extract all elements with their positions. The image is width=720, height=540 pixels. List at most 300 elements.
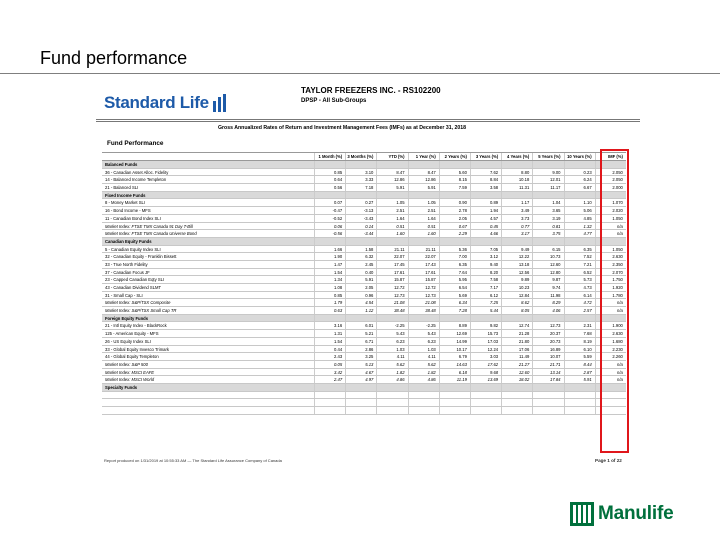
table-cell-name: Market Index: S&P/TSX Small Cap TR (105, 308, 177, 314)
table-cell-name: 31 - Small Cap - SLI (105, 292, 143, 298)
table-cell-value: 3.19 (532, 215, 563, 222)
table-cell-value: 5.59 (564, 353, 595, 360)
table-cell-value: -0.47 (314, 207, 345, 214)
table-cell-value (314, 384, 345, 391)
table-cell-value: 5.91 (376, 184, 407, 191)
table-cell-value: 6.79 (439, 353, 470, 360)
table-cell-value: 5.91 (564, 376, 595, 383)
table-cell-value: 9.68 (470, 369, 501, 376)
table-cell-value: 5.60 (439, 169, 470, 176)
table-cell-value: 12.24 (470, 346, 501, 353)
table-cell-value (470, 399, 501, 406)
table-cell-name: Market Index: S&P/TSX Composite (105, 300, 171, 306)
table-cell-value: 12.86 (376, 176, 407, 183)
table-cell-value: 2.78 (439, 207, 470, 214)
table-cell-value: 5.69 (439, 292, 470, 299)
table-cell-value (564, 315, 595, 322)
table-cell-value: 21.28 (501, 330, 532, 337)
table-cell-value (501, 192, 532, 199)
table-cell-value: 4.67 (345, 369, 376, 376)
table-cell-value: 17.61 (408, 269, 439, 276)
title-divider (0, 73, 720, 74)
table-cell-value: 1.54 (314, 269, 345, 276)
table-cell-value: 6.35 (439, 261, 470, 268)
table-cell-value: 17.61 (376, 269, 407, 276)
table-cell-value: 2.57 (564, 307, 595, 314)
table-cell-value: -3.43 (345, 215, 376, 222)
table-cell-value (439, 407, 470, 414)
table-cell-value: 3 Years (%) (470, 153, 501, 160)
table-cell-imf: 2.050 (595, 176, 626, 183)
table-row (102, 330, 626, 338)
table-cell-imf: 1.050 (595, 215, 626, 222)
table-cell-value: 2.31 (564, 322, 595, 329)
table-cell-value: 1.04 (532, 199, 563, 206)
table-cell-value: 21.08 (408, 299, 439, 306)
table-cell-imf: IMF (%) (595, 153, 626, 160)
table-cell-value: 11.17 (532, 184, 563, 191)
table-cell-value: 1.32 (564, 223, 595, 230)
table-cell-value: 0.77 (501, 223, 532, 230)
table-cell-value: 12.73 (532, 322, 563, 329)
table-row (102, 269, 626, 277)
table-cell-value: 20.37 (532, 330, 563, 337)
table-cell-value: 12.84 (501, 292, 532, 299)
table-cell-value: 8.29 (532, 299, 563, 306)
table-cell-value: 7.18 (345, 184, 376, 191)
table-cell-name: Market Index: S&P 500 (105, 361, 148, 367)
table-cell-value: 1.10 (564, 199, 595, 206)
standard-life-brand: Standard Life (104, 93, 209, 112)
table-cell-value: 0.81 (532, 223, 563, 230)
table-cell-value (564, 392, 595, 399)
table-row (102, 361, 626, 369)
table-row (102, 322, 626, 330)
table-cell-value: 3.10 (345, 169, 376, 176)
table-cell-value: 6.52 (564, 269, 595, 276)
table-cell-value: 0.45 (470, 223, 501, 230)
table-cell-value (470, 161, 501, 168)
table-cell-value: 6.32 (345, 253, 376, 260)
table-cell-value: 8.80 (501, 169, 532, 176)
table-cell-value: 10.23 (501, 284, 532, 291)
embedded-document (96, 80, 640, 472)
table-cell-value: 0.85 (314, 169, 345, 176)
table-cell-value: 4.54 (345, 299, 376, 306)
manulife-mark-icon (570, 502, 594, 526)
table-cell-value: 8.19 (564, 338, 595, 345)
table-cell-value: 12.01 (532, 176, 563, 183)
table-cell-value: -2.25 (408, 322, 439, 329)
table-cell-value: 12.86 (408, 176, 439, 183)
table-cell-name (102, 399, 314, 406)
table-cell-value: 4 Years (%) (501, 153, 532, 160)
table-cell-value (470, 192, 501, 199)
table-cell-value (470, 384, 501, 391)
table-cell-value: 7.52 (564, 253, 595, 260)
table-cell-value: 5.43 (376, 330, 407, 337)
document-subtitle: DPSP - All Sub-Groups (301, 98, 367, 104)
standard-life-mark-icon (212, 94, 228, 112)
table-cell-value (345, 315, 376, 322)
table-cell-value (439, 192, 470, 199)
slide-title: Fund performance (40, 48, 188, 68)
table-row (102, 369, 626, 377)
table-cell-value: 12.74 (501, 322, 532, 329)
table-cell-value: 2.51 (376, 207, 407, 214)
table-cell-name: Fixed Income Funds (105, 192, 146, 198)
table-cell-value: 6.18 (439, 369, 470, 376)
header-rule (96, 119, 640, 120)
table-cell-value: 0.89 (470, 199, 501, 206)
table-cell-value: 4.66 (470, 230, 501, 237)
table-row (102, 376, 626, 384)
table-cell-value (408, 384, 439, 391)
table-cell-value: 21.80 (501, 338, 532, 345)
table-cell-value: 11.98 (532, 292, 563, 299)
table-cell-value: 6.71 (345, 338, 376, 345)
table-cell-imf: n/a (595, 299, 626, 306)
table-cell-value: 21.08 (376, 299, 407, 306)
table-cell-name (102, 407, 314, 414)
table-cell-value (532, 407, 563, 414)
table-cell-value: -0.56 (314, 230, 345, 237)
table-cell-imf: 2.020 (595, 207, 626, 214)
table-cell-value: 2.86 (345, 346, 376, 353)
table-cell-value: 10.17 (439, 346, 470, 353)
table-cell-value: 3.12 (470, 253, 501, 260)
table-cell-value (532, 392, 563, 399)
table-cell-value: 22.07 (376, 253, 407, 260)
table-row (102, 207, 626, 215)
table-cell-value: 8.20 (470, 269, 501, 276)
table-cell-value: 16.89 (532, 346, 563, 353)
table-cell-value (408, 392, 439, 399)
table-cell-value: 4.86 (376, 376, 407, 383)
table-cell-value: 0.44 (314, 346, 345, 353)
table-cell-name: 32 - Canadian Equity - Franklin Bissett (105, 254, 177, 260)
table-cell-value: 3.65 (532, 207, 563, 214)
table-cell-value (501, 315, 532, 322)
table-cell-value (532, 399, 563, 406)
table-cell-name: 5 - Canadian Equity Index SLI (105, 246, 161, 252)
table-cell-value: 1.82 (408, 369, 439, 376)
table-cell-value: 12.72 (408, 284, 439, 291)
table-cell-value: 15.87 (376, 276, 407, 283)
table-row (102, 199, 626, 207)
table-cell-imf: 2.230 (595, 346, 626, 353)
table-cell-imf: 1.750 (595, 276, 626, 283)
table-cell-value: 17.43 (408, 261, 439, 268)
table-cell-value: 9.82 (470, 322, 501, 329)
table-cell-name: 36 - Canadian Asset Alloc. Fidelity (105, 169, 169, 175)
table-row (102, 176, 626, 184)
table-cell-value: 7.28 (439, 307, 470, 314)
table-cell-value (501, 238, 532, 245)
table-cell-value: 7.64 (439, 269, 470, 276)
table-row (102, 261, 626, 269)
table-cell-value: 9.00 (532, 169, 563, 176)
table-cell-value: 0.56 (314, 184, 345, 191)
table-cell-value (564, 399, 595, 406)
table-cell-value (376, 161, 407, 168)
table-cell-value: 9.40 (470, 261, 501, 268)
table-cell-value (408, 407, 439, 414)
table-cell-value: 15.73 (470, 330, 501, 337)
table-section-row (102, 161, 626, 169)
table-cell-value (501, 392, 532, 399)
table-cell-imf: n/a (595, 230, 626, 237)
table-cell-value: 18.02 (501, 376, 532, 383)
table-cell-value: 8.47 (408, 169, 439, 176)
table-cell-name: Market Index: FTSE TMX Canada 91 Day T-Bill (105, 223, 193, 229)
table-cell-value (314, 315, 345, 322)
table-cell-value: 3.03 (470, 353, 501, 360)
table-cell-value: 3 Months (%) (345, 153, 376, 160)
table-cell-value (408, 399, 439, 406)
table-cell-name: 125 - American Equity - MFS (105, 331, 159, 337)
table-cell-value: -0.52 (314, 215, 345, 222)
table-cell-name: Canadian Equity Funds (105, 238, 152, 244)
table-cell-value: 17.45 (376, 261, 407, 268)
table-cell-value (345, 392, 376, 399)
table-row (102, 292, 626, 300)
table-cell-value: 6.12 (470, 292, 501, 299)
table-cell-value (439, 238, 470, 245)
table-cell-value (470, 392, 501, 399)
table-cell-value: 3.42 (314, 369, 345, 376)
table-cell-value (408, 238, 439, 245)
table-row (102, 230, 626, 238)
table-cell-value: 3.33 (345, 176, 376, 183)
table-cell-value: 5.44 (470, 307, 501, 314)
table-cell-value: 8.84 (470, 176, 501, 183)
table-cell-value: 1.34 (314, 276, 345, 283)
table-cell-value (345, 238, 376, 245)
table-cell-value: 12.72 (376, 284, 407, 291)
table-cell-value: 1.60 (376, 230, 407, 237)
table-cell-value: 5.21 (345, 330, 376, 337)
table-cell-value: 5.91 (408, 184, 439, 191)
table-cell-value: 0.51 (408, 223, 439, 230)
table-row (102, 246, 626, 254)
table-cell-value: 21.27 (501, 361, 532, 368)
table-cell-value (376, 192, 407, 199)
table-cell-value (439, 392, 470, 399)
table-cell-value (376, 238, 407, 245)
table-cell-value: 6.23 (376, 338, 407, 345)
table-cell-name (102, 153, 314, 160)
table-cell-value (314, 238, 345, 245)
table-cell-value (564, 384, 595, 391)
header-rule (96, 121, 640, 122)
table-cell-value: 11.49 (501, 353, 532, 360)
table-cell-value: 3.75 (532, 230, 563, 237)
table-cell-name: 37 - Canadian Focus JF (105, 269, 150, 275)
table-cell-value: 12.60 (501, 369, 532, 376)
table-cell-imf: 1.070 (595, 199, 626, 206)
table-row (102, 299, 626, 307)
table-cell-value: 1.54 (314, 338, 345, 345)
table-cell-value (314, 161, 345, 168)
manulife-logo (570, 502, 673, 526)
table-cell-value: 4.11 (408, 353, 439, 360)
table-cell-value: 5.62 (408, 361, 439, 368)
table-cell-value: 1 Month (%) (314, 153, 345, 160)
table-cell-value (314, 192, 345, 199)
table-cell-value: 6.67 (564, 184, 595, 191)
table-cell-value: -3.44 (345, 230, 376, 237)
fund-performance-table (102, 152, 626, 415)
table-cell-value: 0.06 (314, 223, 345, 230)
table-cell-value: 10.73 (532, 253, 563, 260)
table-cell-value: 0.85 (314, 292, 345, 299)
table-cell-value: 12.56 (501, 269, 532, 276)
table-cell-value: 4.57 (470, 215, 501, 222)
table-cell-value: 2.05 (345, 284, 376, 291)
table-cell-imf: 2.630 (595, 253, 626, 260)
table-cell-value (564, 238, 595, 245)
table-cell-value: -3.13 (345, 207, 376, 214)
table-row (102, 169, 626, 177)
table-row (102, 276, 626, 284)
table-cell-name: 23 - Capped Canadian Eqty SLI (105, 277, 165, 283)
table-cell-imf: 2.050 (595, 169, 626, 176)
table-cell-value (501, 399, 532, 406)
table-cell-name: 26 - US Equity Index SLI (105, 338, 151, 344)
table-cell-value (470, 315, 501, 322)
table-cell-name: Market Index: MSCI World (105, 377, 155, 383)
table-cell-value: 3.58 (470, 184, 501, 191)
table-cell-value: 1.64 (408, 215, 439, 222)
table-cell-value (532, 161, 563, 168)
table-cell-value: 0.07 (314, 199, 345, 206)
table-cell-value: 7.21 (564, 261, 595, 268)
document-company: TAYLOR FREEZERS INC. - RS102200 (301, 86, 441, 95)
table-cell-value: 17.62 (470, 361, 501, 368)
table-cell-value (408, 315, 439, 322)
table-cell-value: 2.45 (345, 261, 376, 268)
table-cell-name: 8 - Money Market SLI (105, 200, 146, 206)
table-cell-value: 4.86 (408, 376, 439, 383)
table-cell-value: 4.72 (564, 299, 595, 306)
table-cell-imf: n/a (595, 361, 626, 368)
table-cell-value: 1.08 (314, 284, 345, 291)
table-cell-value: 5.06 (564, 207, 595, 214)
table-cell-value (345, 407, 376, 414)
table-cell-value: 2.51 (408, 207, 439, 214)
table-cell-value: 1.90 (314, 253, 345, 260)
imf-highlight-box (600, 149, 629, 453)
table-cell-value: 1.12 (345, 307, 376, 314)
table-cell-value: 1.94 (470, 207, 501, 214)
table-cell-value: 6.23 (408, 338, 439, 345)
table-cell-imf: 1.920 (595, 284, 626, 291)
table-cell-name: 21 - Balanced SLI (105, 185, 139, 191)
table-cell-value: 3.49 (501, 207, 532, 214)
table-cell-value (345, 161, 376, 168)
table-cell-value: 5.73 (564, 276, 595, 283)
table-cell-value: 1.60 (408, 230, 439, 237)
table-cell-value: 1.64 (376, 215, 407, 222)
table-cell-value: 0.63 (314, 307, 345, 314)
table-row (102, 346, 626, 354)
table-cell-value: 2.05 (439, 215, 470, 222)
table-cell-name: 33 - True North Fidelity (105, 261, 148, 267)
table-cell-value: 5.62 (376, 361, 407, 368)
table-cell-value (376, 407, 407, 414)
table-cell-imf: n/a (595, 307, 626, 314)
table-cell-value: 8.15 (439, 176, 470, 183)
table-cell-value: 8.62 (501, 299, 532, 306)
table-cell-value: 2.47 (314, 376, 345, 383)
table-cell-value (345, 384, 376, 391)
table-section-row (102, 238, 626, 246)
table-cell-value: 8.44 (564, 361, 595, 368)
table-cell-value: 2.43 (314, 353, 345, 360)
table-cell-value: 0.23 (564, 169, 595, 176)
table-cell-value (532, 238, 563, 245)
table-header-row (102, 153, 626, 161)
table-cell-value: 1.79 (314, 299, 345, 306)
table-cell-value: 15.87 (408, 276, 439, 283)
table-cell-value: 1.58 (345, 246, 376, 253)
table-cell-value: 12.69 (439, 330, 470, 337)
table-cell-value: 6.24 (564, 176, 595, 183)
table-section-row (102, 384, 626, 392)
table-cell-value (314, 399, 345, 406)
table-cell-name: 43 - Canadian Dividend SLMT (105, 285, 162, 290)
table-cell-value (439, 399, 470, 406)
table-cell-name: 33 - Global Equity Invesco Trimark (105, 346, 170, 352)
table-cell-name: Foreign Equity Funds (105, 315, 149, 321)
table-cell-value: 6.54 (439, 284, 470, 291)
table-cell-value: 0.64 (314, 176, 345, 183)
table-cell-value: 6.14 (564, 292, 595, 299)
gross-returns-title: Gross Annualized Rates of Return and Investment Management Fees (IMFs) as at December 31, 2018 (218, 125, 467, 131)
table-cell-value: 9.87 (532, 276, 563, 283)
table-cell-value: 6.15 (532, 246, 563, 253)
table-cell-name: 44 - Global Equity Templeton (105, 354, 159, 360)
table-cell-imf: 2.000 (595, 184, 626, 191)
table-cell-name (102, 392, 314, 399)
table-cell-value: 4.73 (564, 284, 595, 291)
table-cell-value: 0.67 (439, 223, 470, 230)
table-cell-value: 8.47 (376, 169, 407, 176)
table-cell-value (408, 161, 439, 168)
table-cell-value: 14.63 (439, 361, 470, 368)
table-cell-value: 5.36 (439, 246, 470, 253)
table-cell-value: 3.16 (314, 322, 345, 329)
table-cell-value: 6.34 (439, 299, 470, 306)
table-cell-value: 0.40 (345, 269, 376, 276)
table-cell-value: 12.22 (501, 253, 532, 260)
table-row (102, 307, 626, 315)
table-cell-value: 17.06 (501, 346, 532, 353)
table-cell-name: 14 - Balanced Income Templeton (105, 177, 167, 183)
table-cell-imf: 2.070 (595, 269, 626, 276)
table-cell-value: 4.77 (564, 230, 595, 237)
table-cell-imf: 1.050 (595, 246, 626, 253)
table-cell-imf: 1.680 (595, 338, 626, 345)
table-cell-value: 7.00 (439, 253, 470, 260)
table-cell-value: 5.91 (345, 276, 376, 283)
table-section-row (102, 192, 626, 200)
table-cell-value (564, 161, 595, 168)
table-cell-value (532, 384, 563, 391)
table-cell-value: 4.11 (376, 353, 407, 360)
table-row (102, 407, 626, 415)
